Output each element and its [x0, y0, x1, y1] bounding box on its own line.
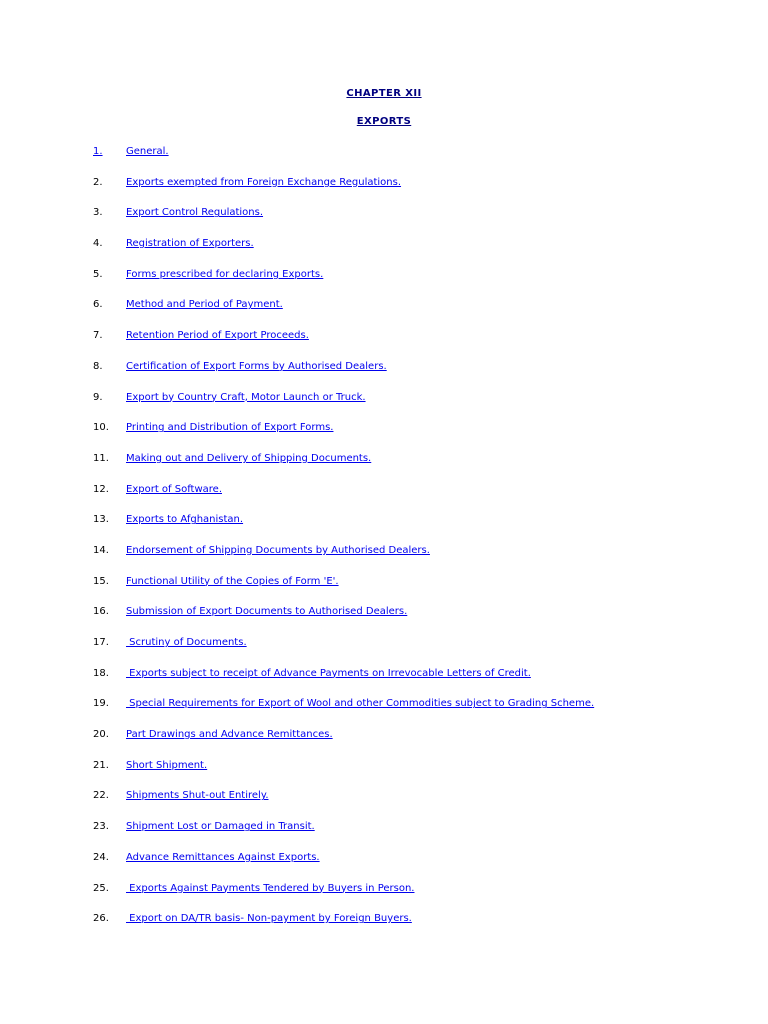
toc-item: [93, 606, 594, 637]
toc-item-link[interactable]: Making out and Delivery of Shipping Documents.: [126, 452, 372, 464]
toc-item-link[interactable]: General.: [126, 146, 169, 157]
toc-item: [93, 760, 594, 791]
toc-item-number: 19.: [93, 698, 109, 710]
toc-item-link[interactable]: Export of Software.: [126, 483, 222, 495]
toc-item-number: 2.: [93, 176, 103, 188]
toc-item-number: 18.: [93, 667, 109, 679]
toc-item: [93, 852, 594, 883]
toc-item-number: 3.: [93, 207, 103, 219]
toc-item-link[interactable]: Shipment Lost or Damaged in Transit.: [126, 821, 315, 833]
toc-item: [93, 668, 594, 699]
toc-item: [93, 484, 594, 515]
toc-item-link[interactable]: Export Control Regulations.: [126, 207, 264, 219]
toc-item-number: 5.: [93, 268, 103, 280]
toc-item-link[interactable]: Export by Country Craft, Motor Launch or Truck.: [126, 391, 366, 403]
toc-item: [93, 545, 594, 576]
toc-item-link[interactable]: Shipments Shut-out Entirely.: [126, 790, 269, 802]
toc-item-number: 13.: [93, 514, 109, 526]
toc-item: [93, 790, 594, 821]
toc-item: [93, 238, 594, 269]
toc-item-link[interactable]: Printing and Distribution of Export Forms.: [126, 422, 334, 434]
toc-item: [93, 637, 594, 668]
toc-item-link[interactable]: Scrutiny of Documents.: [126, 637, 247, 648]
toc-item-link[interactable]: Advance Remittances Against Exports.: [126, 851, 320, 863]
toc-item: [93, 361, 594, 392]
toc-item: [93, 913, 594, 944]
toc-item-link[interactable]: Retention Period of Export Proceeds.: [126, 330, 309, 342]
toc-item-number: 15.: [93, 575, 109, 587]
toc-item-link[interactable]: Exports subject to receipt of Advance Payments on Irrevocable Letters of Credit.: [126, 667, 531, 679]
toc-item-number: 9.: [93, 391, 103, 403]
toc-item: [93, 576, 594, 607]
toc-item: [93, 146, 594, 177]
toc-item: [93, 883, 594, 914]
toc-item-link[interactable]: Part Drawings and Advance Remittances.: [126, 729, 333, 741]
table-of-contents: [93, 146, 594, 944]
toc-item-number: 10.: [93, 422, 109, 434]
toc-item-link[interactable]: Endorsement of Shipping Documents by Authorised Dealers.: [126, 544, 430, 556]
toc-item-number: 26.: [93, 913, 109, 925]
toc-item: [93, 821, 594, 852]
toc-item-number: 16.: [93, 606, 109, 618]
toc-item-link[interactable]: Special Requirements for Export of Wool and other Commodities subject to Grading Scheme.: [126, 698, 595, 710]
toc-item-number: 4.: [93, 238, 103, 250]
toc-item-number: 8.: [93, 360, 103, 372]
toc-item: [93, 698, 594, 729]
toc-item: [93, 207, 594, 238]
toc-item-link[interactable]: Short Shipment.: [126, 759, 208, 771]
toc-item: [93, 392, 594, 423]
toc-item: [93, 177, 594, 208]
toc-item-number: 21.: [93, 759, 109, 771]
toc-item-link[interactable]: Method and Period of Payment.: [126, 299, 283, 311]
toc-item-link[interactable]: Submission of Export Documents to Authorised Dealers.: [126, 606, 408, 618]
toc-item-link[interactable]: Forms prescribed for declaring Exports.: [126, 268, 324, 280]
toc-item-link[interactable]: Certification of Export Forms by Authorised Dealers.: [126, 360, 387, 372]
toc-item-number: 24.: [93, 851, 109, 863]
toc-item-number: 25.: [93, 882, 109, 894]
chapter-title[interactable]: CHAPTER XII: [346, 88, 422, 99]
toc-item-link[interactable]: Exports exempted from Foreign Exchange Regulations.: [126, 176, 402, 188]
toc-item-number: 20.: [93, 729, 109, 741]
toc-item-number: 22.: [93, 790, 109, 802]
toc-item: [93, 422, 594, 453]
toc-item: [93, 514, 594, 545]
toc-item-number: 23.: [93, 821, 109, 833]
toc-item-number: 6.: [93, 299, 103, 311]
toc-item-link[interactable]: Registration of Exporters.: [126, 238, 254, 250]
toc-item-number: 11.: [93, 452, 109, 464]
chapter-subtitle[interactable]: EXPORTS: [356, 116, 412, 127]
toc-item-number[interactable]: 1.: [93, 146, 103, 157]
toc-item: [93, 330, 594, 361]
toc-item-link[interactable]: Functional Utility of the Copies of Form 'E'.: [126, 575, 339, 587]
toc-item-number: 14.: [93, 544, 109, 556]
toc-item-link[interactable]: Export on DA/TR basis- Non-payment by Foreign Buyers.: [126, 913, 412, 925]
toc-item: [93, 269, 594, 300]
toc-item-link[interactable]: Exports to Afghanistan.: [126, 514, 244, 526]
toc-item-number: 12.: [93, 483, 109, 495]
toc-item: [93, 299, 594, 330]
toc-item: [93, 729, 594, 760]
toc-item-link[interactable]: Exports Against Payments Tendered by Buyers in Person.: [126, 882, 415, 894]
toc-item-number: 7.: [93, 330, 103, 342]
toc-item-number: 17.: [93, 637, 109, 648]
toc-item: [93, 453, 594, 484]
